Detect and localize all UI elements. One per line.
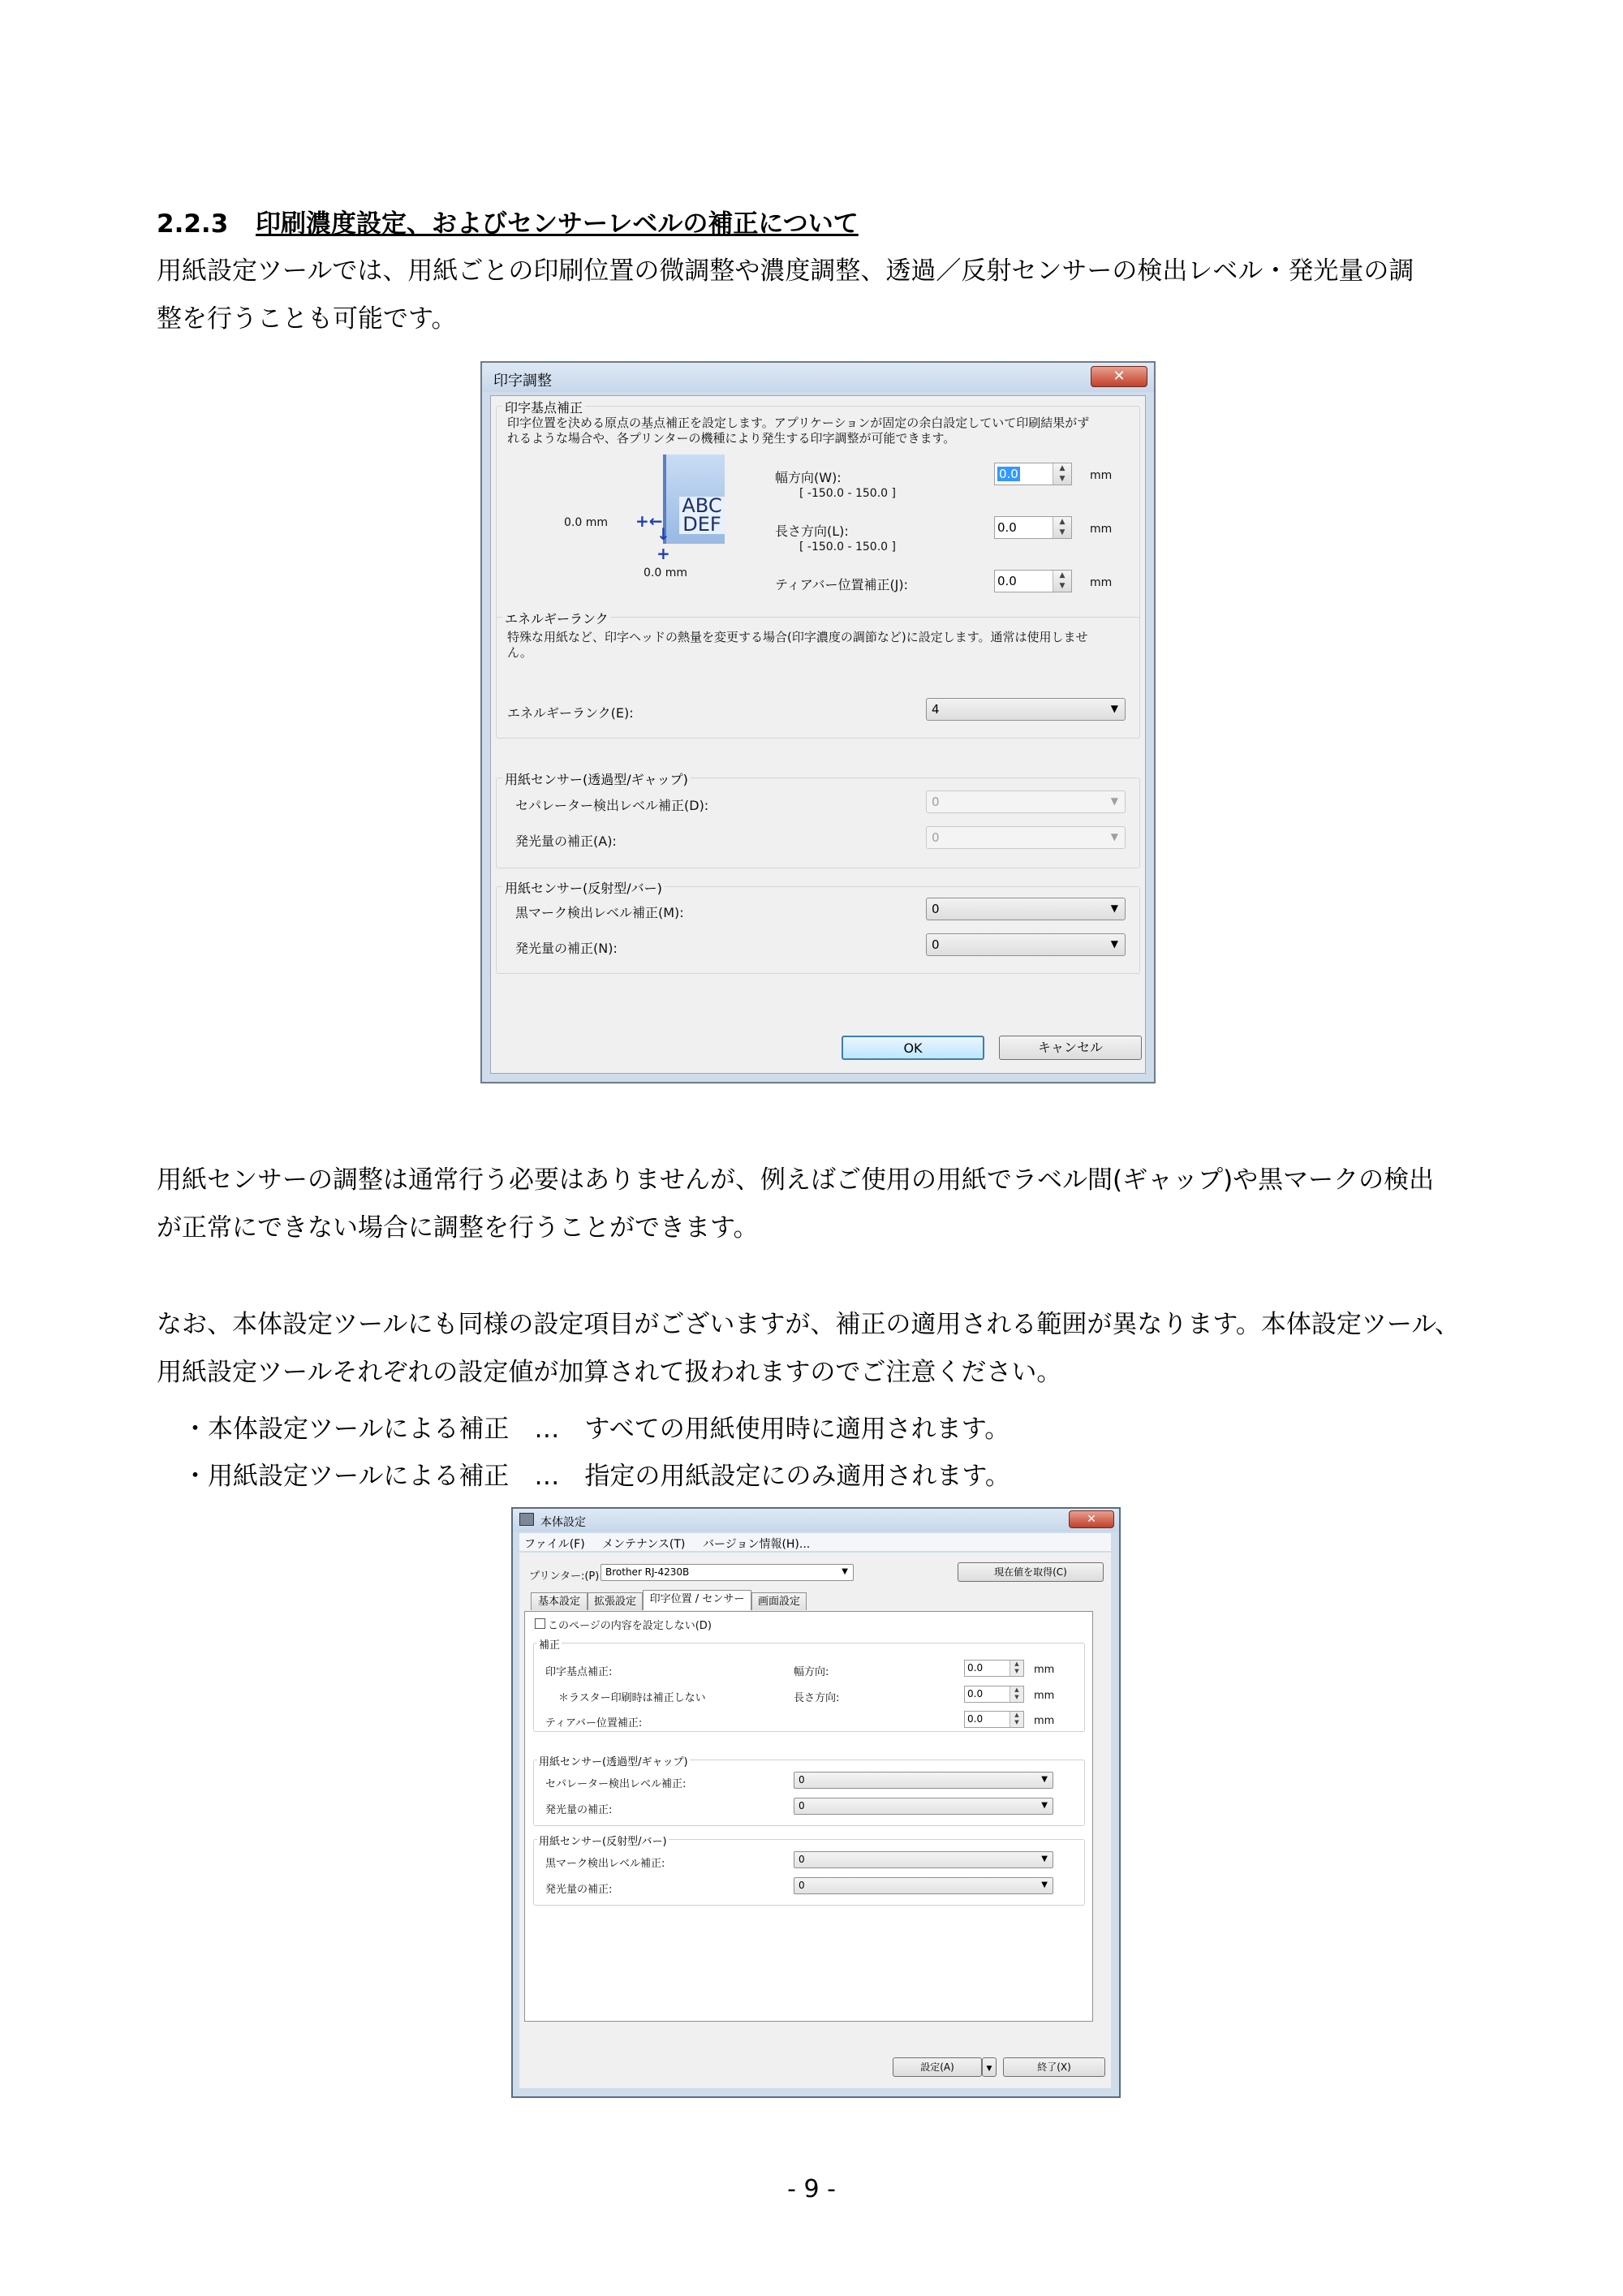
paragraph-line: が正常にできない場合に調整を行うことができます。 — [157, 1213, 759, 1243]
transmissive-group — [533, 1756, 1085, 1826]
bullet-item: ・本体設定ツールによる補正 … すべての用紙使用時に適用されます。 — [183, 1415, 1010, 1444]
separator-select[interactable] — [926, 790, 1126, 813]
transmissive-group-label: 用紙センサー(透過型/ギャップ) — [502, 769, 691, 788]
chevron-down-icon: ▼ — [842, 1567, 848, 1576]
dialog-client — [490, 395, 1146, 1074]
chevron-down-icon: ▼ — [1041, 1801, 1048, 1810]
trans-emit-label: 発光量の補正: — [545, 1804, 613, 1816]
trans-emit-select[interactable] — [926, 826, 1126, 849]
chevron-down-icon: ▼ — [1041, 1880, 1048, 1889]
apply-button[interactable]: 設定(A) — [893, 2057, 982, 2077]
no-set-label: このページの内容を設定しない(D) — [548, 1620, 712, 1632]
menu-file[interactable]: ファイル(F) — [524, 1538, 585, 1551]
dialog-title: 印字調整 — [493, 373, 552, 390]
tab-screen[interactable]: 画面設定 — [751, 1592, 807, 1610]
spin-arrows-icon[interactable]: ▲ ▼ — [1010, 1686, 1023, 1702]
length-label: 長さ方向: — [794, 1692, 840, 1704]
base-offset-label: 印字基点補正: — [545, 1666, 613, 1678]
preview-text: ABC DEF — [679, 497, 725, 534]
raster-note: ＊ラスター印刷時は補正しない — [558, 1692, 706, 1704]
printer-select[interactable] — [601, 1564, 854, 1581]
correction-group-label: 補正 — [537, 1636, 562, 1652]
tearbar-label: ティアバー位置補正(J): — [775, 577, 909, 592]
unit-label: mm — [1034, 1715, 1055, 1727]
chevron-down-icon: ▼ — [1110, 795, 1118, 807]
x-offset-value: 0.0 mm — [564, 516, 608, 529]
width-spinbox[interactable] — [964, 1660, 1024, 1677]
correction-group — [533, 1639, 1085, 1732]
cancel-button[interactable]: キャンセル — [999, 1036, 1142, 1060]
printer-label: プリンター:(P) — [529, 1570, 600, 1583]
tearbar-value: 0.0 — [967, 1713, 984, 1725]
tab-position-sensor[interactable]: 印字位置 / センサー — [643, 1590, 751, 1610]
no-set-checkbox[interactable] — [535, 1618, 545, 1629]
black-mark-value: 0 — [932, 902, 940, 916]
paragraph-line: 整を行うことも可能です。 — [157, 304, 457, 334]
dialog-titlebar — [482, 363, 1154, 392]
energy-rank-value: 4 — [932, 702, 940, 717]
separator-value: 0 — [932, 795, 940, 809]
refl-emit-select[interactable] — [926, 933, 1126, 956]
spin-arrows-icon[interactable]: ▲ ▼ — [1053, 517, 1071, 538]
spin-arrows-icon[interactable]: ▲ ▼ — [1053, 571, 1071, 592]
refl-emit-label: 発光量の補正(N): — [515, 941, 618, 956]
unit-label: mm — [1090, 469, 1113, 482]
tearbar-spinbox[interactable] — [994, 570, 1072, 592]
chevron-down-icon: ▼ — [1041, 1775, 1048, 1784]
tab-panel — [524, 1611, 1093, 2022]
energy-rank-select[interactable] — [926, 698, 1126, 721]
transmissive-group-label: 用紙センサー(透過型/ギャップ) — [537, 1753, 690, 1768]
vertical-spinbox[interactable] — [994, 516, 1072, 539]
reflective-group-label: 用紙センサー(反射型/バー) — [502, 878, 665, 897]
print-adjust-dialog — [480, 361, 1156, 1083]
dialog-title: 本体設定 — [540, 1516, 586, 1529]
trans-emit-label: 発光量の補正(A): — [515, 834, 617, 849]
device-settings-dialog — [511, 1507, 1121, 2098]
chevron-down-icon: ▼ — [1110, 831, 1118, 842]
apply-dropdown-button[interactable] — [982, 2057, 997, 2077]
offset-group-label: 印字基点補正 — [502, 398, 585, 416]
printer-value: Brother RJ-4230B — [605, 1566, 690, 1578]
paragraph-line: 用紙設定ツールそれぞれの設定値が加算されて扱われますのでご注意ください。 — [157, 1358, 1062, 1387]
vertical-label: 長さ方向(L): — [775, 523, 849, 539]
reflective-group-label: 用紙センサー(反射型/バー) — [537, 1833, 669, 1848]
ok-button[interactable]: OK — [842, 1036, 984, 1060]
spin-arrows-icon[interactable]: ▲ ▼ — [1010, 1661, 1023, 1676]
spin-arrows-icon[interactable]: ▲ ▼ — [1053, 463, 1071, 485]
chevron-down-icon: ▼ — [986, 2065, 992, 2073]
trans-emit-value: 0 — [932, 830, 940, 845]
width-label: 幅方向: — [794, 1666, 829, 1678]
unit-label: mm — [1090, 523, 1113, 536]
menu-maintenance[interactable]: メンテナンス(T) — [602, 1538, 686, 1551]
refl-emit-value: 0 — [932, 937, 940, 952]
offset-description: 印字位置を決める原点の基点補正を設定します。アプリケーションが固定の余白設定していて印刷結果がずれるような場合や、各プリンターの機種により発生する印字調整が可能できます。 — [507, 416, 1090, 446]
close-button[interactable]: ✕ — [1069, 1510, 1114, 1528]
refl-emit-select[interactable] — [794, 1877, 1053, 1894]
section-title: 印刷濃度設定、およびセンサーレベルの補正について — [256, 209, 859, 239]
width-value: 0.0 — [967, 1662, 984, 1674]
tab-basic[interactable]: 基本設定 — [531, 1592, 588, 1610]
unit-label: mm — [1034, 1664, 1055, 1676]
vertical-offset-arrow-icon: ↓ + — [657, 524, 670, 563]
chevron-down-icon: ▼ — [1041, 1854, 1048, 1863]
horizontal-spinbox[interactable] — [994, 463, 1072, 485]
reflective-group — [533, 1836, 1085, 1906]
energy-description: 特殊な用紙など、印字ヘッドの熱量を変更する場合(印字濃度の調節など)に設定します。通常は使用しません。 — [507, 630, 1088, 660]
tearbar-value: 0.0 — [997, 574, 1017, 588]
menu-version[interactable]: バージョン情報(H)... — [703, 1538, 811, 1551]
chevron-down-icon: ▼ — [1110, 938, 1118, 950]
printer-app-icon — [519, 1513, 534, 1526]
page-number: - 9 - — [787, 2175, 836, 2203]
chevron-down-icon: ▼ — [1110, 902, 1118, 914]
bullet-item: ・用紙設定ツールによる補正 … 指定の用紙設定にのみ適用されます。 — [183, 1462, 1010, 1491]
get-current-button[interactable]: 現在値を取得(C) — [958, 1562, 1104, 1582]
length-spinbox[interactable] — [964, 1686, 1024, 1703]
paper-preview — [663, 454, 725, 544]
chevron-down-icon: ▼ — [1110, 703, 1118, 714]
tab-extended[interactable]: 拡張設定 — [588, 1592, 643, 1610]
dialog-titlebar — [513, 1509, 1119, 1531]
energy-rank-label: エネルギーランク(E): — [507, 705, 634, 721]
horizontal-range: [ -150.0 - 150.0 ] — [799, 487, 896, 500]
unit-label: mm — [1034, 1690, 1055, 1702]
black-mark-label: 黒マーク検出レベル補正(M): — [515, 905, 684, 920]
black-mark-select[interactable] — [926, 898, 1126, 920]
refl-emit-label: 発光量の補正: — [545, 1884, 613, 1896]
tearbar-spinbox[interactable] — [964, 1711, 1024, 1728]
vertical-value: 0.0 — [997, 520, 1017, 535]
vertical-range: [ -150.0 - 150.0 ] — [799, 541, 896, 554]
horizontal-value: 0.0 — [999, 467, 1018, 481]
y-offset-value: 0.0 mm — [644, 566, 687, 579]
separator-label: セパレーター検出レベル補正(D): — [515, 798, 709, 813]
menu-bar — [519, 1533, 1111, 1551]
separator-label: セパレーター検出レベル補正: — [545, 1778, 687, 1790]
section-heading — [157, 203, 859, 239]
black-mark-label: 黒マーク検出レベル補正: — [545, 1858, 665, 1870]
energy-group-label: エネルギーランク — [502, 609, 611, 627]
close-button[interactable]: ✕ — [1091, 366, 1147, 387]
black-mark-value: 0 — [799, 1854, 805, 1865]
paragraph-line: なお、本体設定ツールにも同様の設定項目がございますが、補正の適用される範囲が異なります。本体設定ツール、 — [157, 1310, 1460, 1339]
section-number: 2.2.3 — [157, 209, 229, 239]
refl-emit-value: 0 — [799, 1880, 805, 1891]
paragraph-line: 用紙設定ツールでは、用紙ごとの印刷位置の微調整や濃度調整、透過／反射センサーの検出レベル・発光量の調 — [157, 256, 1414, 286]
paragraph-line: 用紙センサーの調整は通常行う必要はありませんが、例えばご使用の用紙でラベル間(ギャップ)や黒マークの検出 — [157, 1165, 1435, 1195]
separator-select[interactable] — [794, 1772, 1053, 1789]
trans-emit-select[interactable] — [794, 1798, 1053, 1815]
trans-emit-value: 0 — [799, 1800, 805, 1811]
spin-arrows-icon[interactable]: ▲ ▼ — [1010, 1712, 1023, 1727]
black-mark-select[interactable] — [794, 1851, 1053, 1868]
length-value: 0.0 — [967, 1688, 984, 1699]
unit-label: mm — [1090, 576, 1113, 589]
exit-button[interactable]: 終了(X) — [1003, 2057, 1105, 2077]
tearbar-label: ティアバー位置補正: — [545, 1717, 643, 1730]
horizontal-label: 幅方向(W): — [775, 470, 842, 485]
horizontal-offset-arrow-icon: +← — [635, 511, 663, 531]
separator-value: 0 — [799, 1774, 805, 1786]
